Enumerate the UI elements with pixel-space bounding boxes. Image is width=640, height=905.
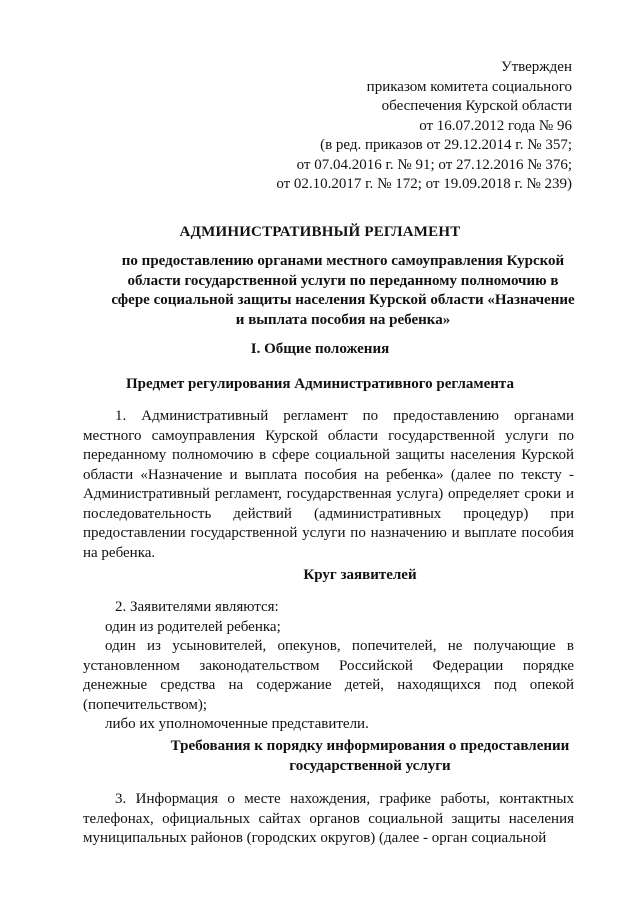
- section-heading-applicants: Круг заявителей: [303, 567, 417, 583]
- list-item: один из усыновителей, опекунов, попечителей, не получающие в установленном законодательством Российской Федерации порядке денежные средства на содержание детей, находящихся под опекой (попечительством);: [83, 638, 574, 713]
- document-title: АДМИНИСТРАТИВНЫЙ РЕГЛАМЕНТ: [179, 224, 461, 240]
- document-subtitle: по предоставлению органами местного самоуправления Курской области государственной услуги по переданному полномочию в сфере социальной защиты населения Курской области «Назначение и выплата пособия на ребенка»: [111, 253, 575, 328]
- section-heading-informing: Требования к порядку информирования о предоставлении государственной услуги: [170, 738, 570, 774]
- paragraph-1: 1. Административный регламент по предоставлению органами местного самоуправления Курской области государственной услуги по переданному полномочию в сфере социальной защиты населения Курской области «Назначение и выплата пособия на ребенка» (далее по тексту - Административный регламент, государственная услуга) определяет сроки и последовательность действий (административных процедур) при предоставлении государственной услуги по назначению и выплате пособия на ребенка.: [83, 408, 574, 561]
- approval-line: обеспечения Курской области: [381, 98, 572, 114]
- approval-line: (в ред. приказов от 29.12.2014 г. № 357;: [320, 137, 572, 153]
- paragraph-3: 3. Информация о месте нахождения, графике работы, контактных телефонах, официальных сайтах органов социальной защиты населения муниципальных районов (городских округов) (далее - орган социальной: [83, 791, 574, 846]
- approval-stamp: [276, 58, 572, 195]
- approval-line: от 02.10.2017 г. № 172; от 19.09.2018 г. № 239): [276, 176, 572, 192]
- applicants-intro: 2. Заявителями являются:: [115, 599, 279, 615]
- applicants-list: [83, 598, 574, 735]
- approval-line: от 16.07.2012 года № 96: [419, 117, 572, 134]
- approval-line: от 07.04.2016 г. № 91; от 27.12.2016 № 376;: [296, 156, 572, 173]
- approval-line: Утвержден: [500, 59, 572, 75]
- list-item: один из родителей ребенка;: [105, 618, 281, 635]
- list-item: либо их уполномоченные представители.: [105, 716, 369, 732]
- section-heading-general: I. Общие положения: [250, 341, 390, 357]
- approval-line: приказом комитета социального: [366, 78, 572, 95]
- subheading-regulation-subject: Предмет регулирования Административного регламента: [126, 376, 514, 392]
